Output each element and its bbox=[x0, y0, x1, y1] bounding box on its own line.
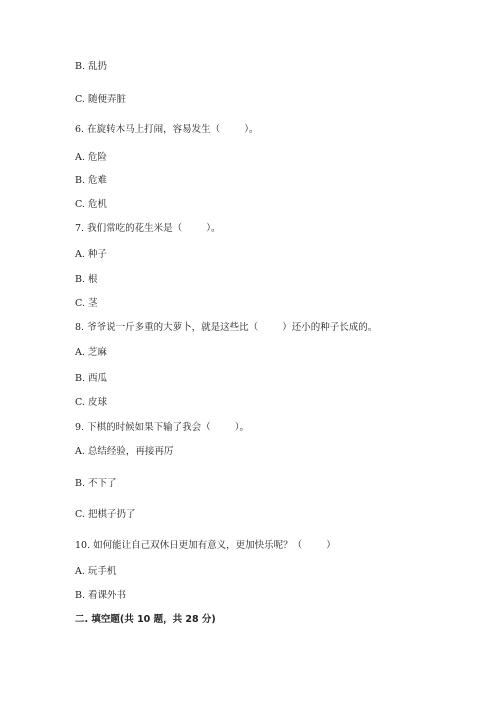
option-a-seed: A. 种子 bbox=[75, 249, 107, 260]
option-b-quit: B. 不下了 bbox=[75, 478, 117, 489]
option-a-sesame: A. 芝麻 bbox=[75, 347, 107, 358]
option-b-books: B. 看课外书 bbox=[75, 590, 127, 601]
option-b-litter: B. 乱扔 bbox=[75, 61, 108, 72]
section-heading-fill-in: 二. 填空题(共 10 题，共 28 分) bbox=[75, 614, 216, 625]
question-6: 6. 在旋转木马上打闹，容易发生（ ）。 bbox=[75, 124, 259, 135]
option-c-throw-pieces: C. 把棋子扔了 bbox=[75, 509, 136, 520]
option-b-root: B. 根 bbox=[75, 274, 98, 285]
option-c-crisis: C. 危机 bbox=[75, 199, 107, 210]
option-a-phone: A. 玩手机 bbox=[75, 566, 117, 577]
question-8: 8. 爷爷说一斤多重的大萝卜，就是这些比（ ）还小的种子长成的。 bbox=[75, 322, 378, 333]
question-10: 10. 如何能让自己双休日更加有意义，更加快乐呢？（ ） bbox=[75, 540, 336, 551]
question-9: 9. 下棋的时候如果下输了我会（ ）。 bbox=[75, 422, 249, 433]
option-b-peril: B. 危难 bbox=[75, 175, 108, 186]
option-a-danger: A. 危险 bbox=[75, 152, 107, 163]
option-b-watermelon: B. 西瓜 bbox=[75, 373, 108, 384]
option-c-dirty: C. 随便弄脏 bbox=[75, 94, 126, 105]
option-c-ball: C. 皮球 bbox=[75, 397, 107, 408]
option-c-stem: C. 茎 bbox=[75, 298, 98, 309]
question-7: 7. 我们常吃的花生米是（ ）。 bbox=[75, 223, 221, 234]
option-a-summarize: A. 总结经验，再接再厉 bbox=[75, 446, 174, 457]
